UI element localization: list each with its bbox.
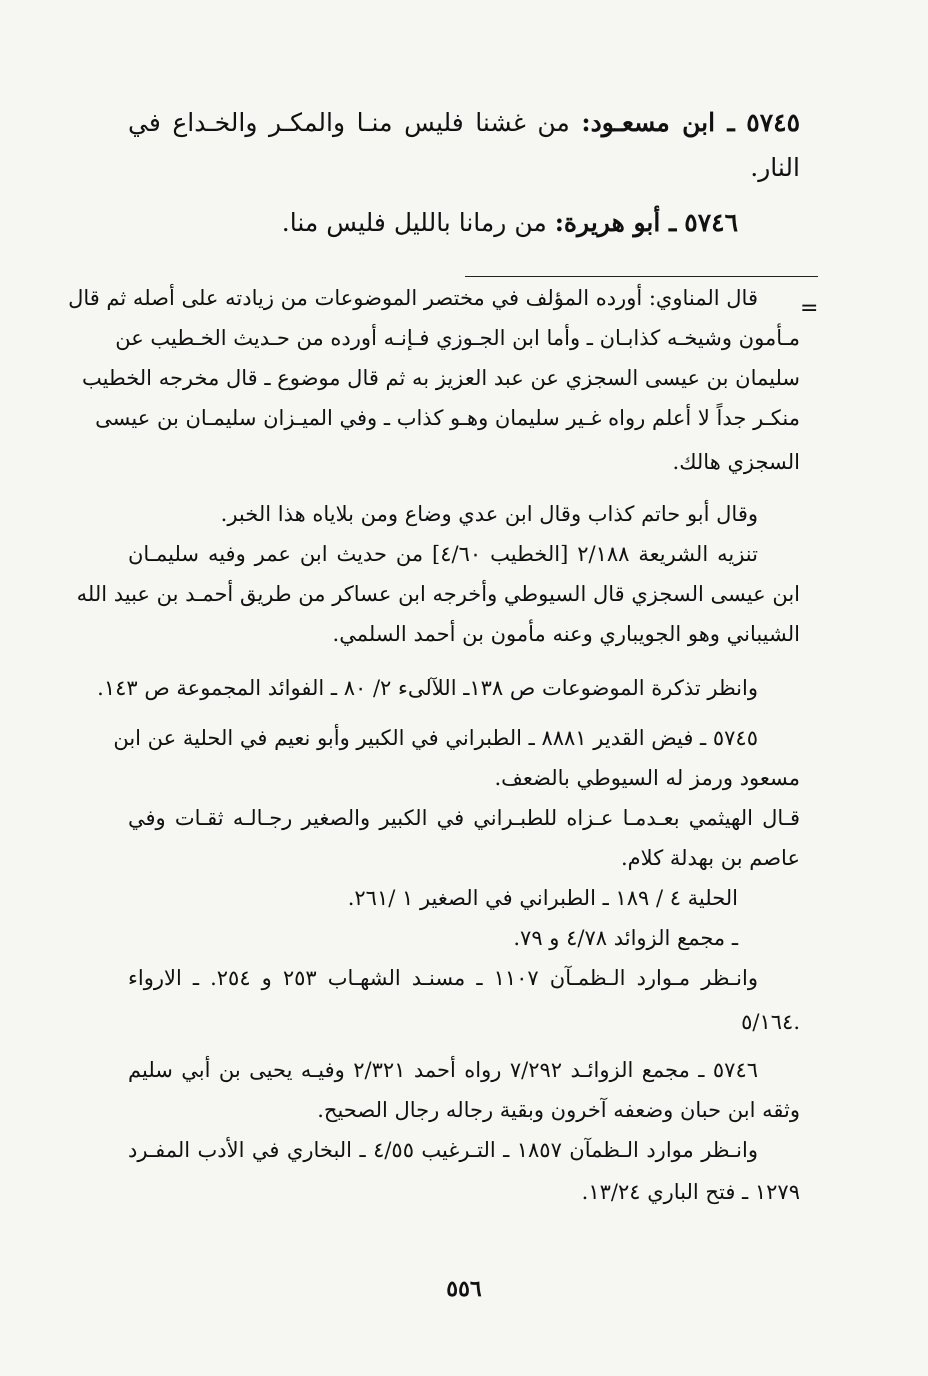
footnote-line: ـ مجمع الزوائد ٤/٧٨ و ٧٩. bbox=[513, 926, 738, 950]
footnote-line: وقال أبو حاتم كذاب وقال ابن عدي وضاع ومن بلاياه هذا الخبر. bbox=[220, 502, 758, 526]
footnote-line: ٥/١٦٤. bbox=[741, 1010, 800, 1034]
footnote-line: قال المناوي: أورده المؤلف في مختصر الموضوعات من زيادته على أصله ثم قال bbox=[68, 286, 758, 310]
footnote-line: ابن عيسى السجزي قال السيوطي وأخرجه ابن عساكر من طريق أحمـد بن عبيد الله bbox=[76, 582, 800, 606]
footnote-line: مسعود ورمز له السيوطي بالضعف. bbox=[494, 766, 800, 790]
footnote-line: السجزي هالك. bbox=[672, 450, 800, 474]
entry-5745-narrator: ابن مسعـود: bbox=[581, 108, 716, 137]
continuation-mark: = bbox=[800, 296, 819, 321]
footnote-line: سليمان بن عيسى السجزي عن عبد العزيز به ثم قال موضوع ـ قال مخرجه الخطيب bbox=[82, 366, 800, 390]
footnote-line: الشيباني وهو الجويباري وعنه مأمون بن أحمد السلمي. bbox=[332, 622, 800, 646]
entry-5745-number: ٥٧٤٥ bbox=[746, 108, 800, 137]
entry-5745-line-2: النار. bbox=[750, 153, 800, 182]
footnote-line: وانـظر موارد الـظمآن ١٨٥٧ ـ التـرغيب ٤/٥٥ ـ البخاري في الأدب المفـرد bbox=[128, 1138, 758, 1162]
footnote-line: منكـر جداً لا أعلم رواه غـير سليمان وهـو كذاب ـ وفي الميـزان سليمـان بن عيسى bbox=[95, 406, 800, 430]
entry-5746-line-1: ٥٧٤٦ ـ أبو هريرة: من رمانا بالليل فليس منا. bbox=[281, 208, 738, 237]
footnote-line: ٥٧٤٥ ـ فيض القدير ٨٨٨١ ـ الطبراني في الكبير وأبو نعيم في الحلية عن ابن bbox=[113, 726, 758, 750]
footnote-line: مـأمون وشيخـه كذابـان ـ وأما ابن الجـوزي فـإنـه أورده من حـديث الخـطيب عن bbox=[115, 326, 800, 350]
entry-5746-number: ٥٧٤٦ bbox=[684, 208, 738, 237]
footnote-line: عاصم بن بهدلة كلام. bbox=[620, 846, 800, 870]
footnote-line: ٥٧٤٦ ـ مجمع الزوائـد ٧/٢٩٢ رواه أحمد ٢/٣٢١ وفيـه يحيى بن أبي سليم bbox=[128, 1058, 759, 1082]
footnote-line: وانظر تذكرة الموضوعات ص ١٣٨ـ اللآلىء ٢/ ٨٠ ـ الفوائد المجموعة ص ١٤٣. bbox=[97, 676, 758, 700]
footnote-line: الحلية ٤ / ١٨٩ ـ الطبراني في الصغير ١ /٢٦١. bbox=[347, 886, 738, 910]
entry-5745-line-1: ٥٧٤٥ ـ ابن مسعـود: من غشنا فليس منـا والمكـر والخـداع في bbox=[128, 108, 800, 137]
page-number: ٥٥٦ bbox=[446, 1276, 482, 1302]
footnote-line: تنزيه الشريعة ٢/١٨٨ [الخطيب ٤/٦٠] من حديث ابن عمر وفيه سليمـان bbox=[128, 542, 758, 566]
footnote-line: وانـظر مـوارد الـظمـآن ١١٠٧ ـ مسنـد الشهـاب ٢٥٣ و ٢٥٤. ـ الارواء bbox=[128, 966, 758, 990]
footnote-line: وثقه ابن حبان وضعفه آخرون وبقية رجاله رجال الصحيح. bbox=[317, 1098, 800, 1122]
entry-5746-narrator: أبو هريرة: bbox=[554, 208, 661, 237]
entry-5745-text: من غشنا فليس منـا والمكـر والخـداع في bbox=[128, 108, 570, 137]
footnote-line: ١٢٧٩ ـ فتح الباري ١٣/٢٤. bbox=[581, 1180, 800, 1204]
entry-5746-text: من رمانا بالليل فليس منا. bbox=[281, 208, 547, 237]
footnote-divider bbox=[465, 276, 818, 277]
footnote-line: قـال الهيثمي بعـدمـا عـزاه للطبـراني في الكبير والصغير رجـالـه ثقـات وفي bbox=[128, 806, 800, 830]
